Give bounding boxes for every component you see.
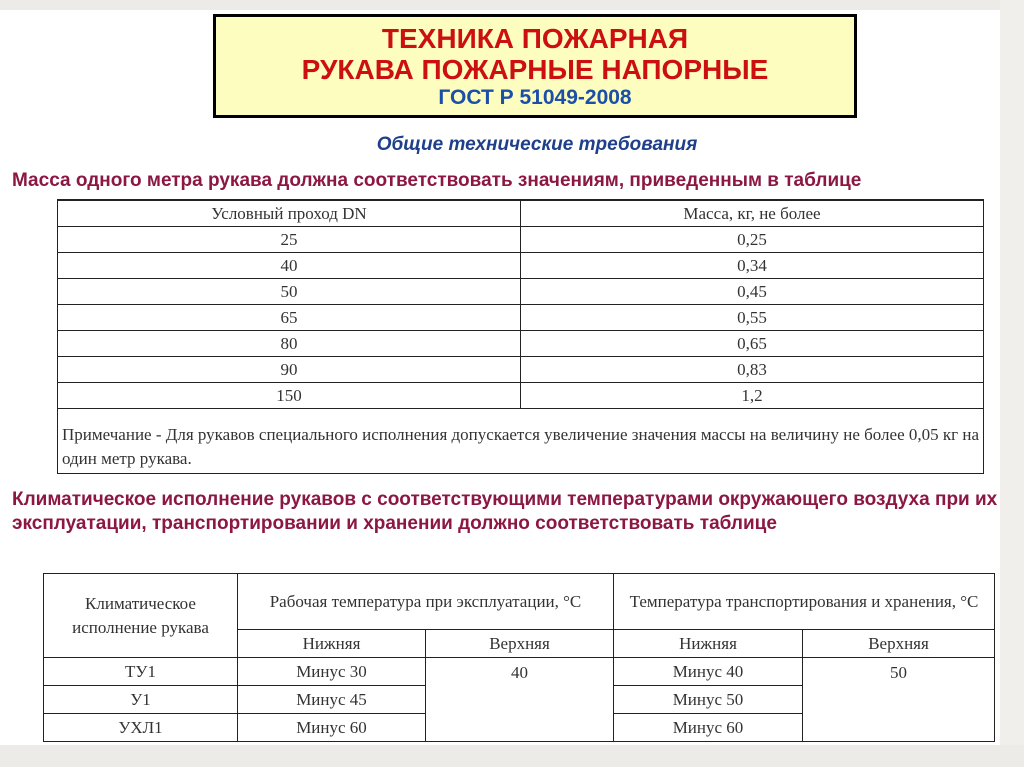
header-climate-type: Климатическое исполнение рукава xyxy=(44,574,238,658)
cell-storage-lower: Минус 60 xyxy=(614,714,803,742)
mass-heading: Масса одного метра рукава должна соответствовать значениям, приведенным в таблице xyxy=(12,170,862,191)
cell-work-upper: 40 xyxy=(426,658,614,742)
table-row xyxy=(58,253,984,279)
cell-mass: 0,55 xyxy=(521,305,984,331)
cell-dn: 80 xyxy=(58,331,521,357)
subheader-work-upper: Верхняя xyxy=(426,630,614,658)
subheader-work-lower: Нижняя xyxy=(238,630,426,658)
cell-mass: 0,65 xyxy=(521,331,984,357)
subheader-storage-upper: Верхняя xyxy=(803,630,995,658)
cell-storage-lower: Минус 50 xyxy=(614,686,803,714)
slide-right-edge xyxy=(1000,0,1024,767)
cell-storage-lower: Минус 40 xyxy=(614,658,803,686)
header-mass: Масса, кг, не более xyxy=(521,200,984,227)
cell-mass: 0,25 xyxy=(521,227,984,253)
table-row xyxy=(58,357,984,383)
slide-bottom-edge xyxy=(0,745,1024,767)
cell-work-lower: Минус 60 xyxy=(238,714,426,742)
table-row xyxy=(58,279,984,305)
title-box xyxy=(213,14,857,118)
header-storage-temp: Температура транспортирования и хранения, °С xyxy=(614,574,995,630)
subtitle: Общие технические требования xyxy=(376,134,698,155)
standard-number: ГОСТ Р 51049-2008 xyxy=(438,86,632,109)
cell-climate-type: У1 xyxy=(44,686,238,714)
table-row xyxy=(44,658,995,686)
cell-mass: 0,45 xyxy=(521,279,984,305)
cell-climate-type: ТУ1 xyxy=(44,658,238,686)
mass-table xyxy=(57,199,984,474)
cell-work-lower: Минус 30 xyxy=(238,658,426,686)
table-row xyxy=(58,227,984,253)
cell-dn: 25 xyxy=(58,227,521,253)
slide-top-edge xyxy=(0,0,1024,10)
cell-dn: 40 xyxy=(58,253,521,279)
table-row xyxy=(58,383,984,409)
climate-header-row xyxy=(44,574,995,630)
table-note: Примечание - Для рукавов специального исполнения допускается увеличение значения массы на величину не более 0,05 кг на один метр рукава. xyxy=(58,409,984,474)
cell-mass: 0,34 xyxy=(521,253,984,279)
header-work-temp: Рабочая температура при эксплуатации, °С xyxy=(238,574,614,630)
cell-climate-type: УХЛ1 xyxy=(44,714,238,742)
cell-dn: 90 xyxy=(58,357,521,383)
climate-heading: Климатическое исполнение рукавов с соответствующими температурами окружающего воздуха при их эксплуатации, транспортировании и хранении должно соответствовать таблице xyxy=(12,489,998,534)
cell-work-lower: Минус 45 xyxy=(238,686,426,714)
cell-storage-upper: 50 xyxy=(803,658,995,742)
cell-dn: 150 xyxy=(58,383,521,409)
title-line-2: РУКАВА ПОЖАРНЫЕ НАПОРНЫЕ xyxy=(301,54,769,85)
cell-dn: 50 xyxy=(58,279,521,305)
cell-mass: 1,2 xyxy=(521,383,984,409)
cell-mass: 0,83 xyxy=(521,357,984,383)
cell-dn: 65 xyxy=(58,305,521,331)
table-row xyxy=(58,305,984,331)
table-row xyxy=(58,331,984,357)
climate-table xyxy=(43,573,995,742)
title-line-1: ТЕХНИКА ПОЖАРНАЯ xyxy=(381,23,689,54)
table-note-row xyxy=(58,409,984,474)
subheader-storage-lower: Нижняя xyxy=(614,630,803,658)
header-dn: Условный проход DN xyxy=(58,200,521,227)
table-header-row xyxy=(58,200,984,227)
